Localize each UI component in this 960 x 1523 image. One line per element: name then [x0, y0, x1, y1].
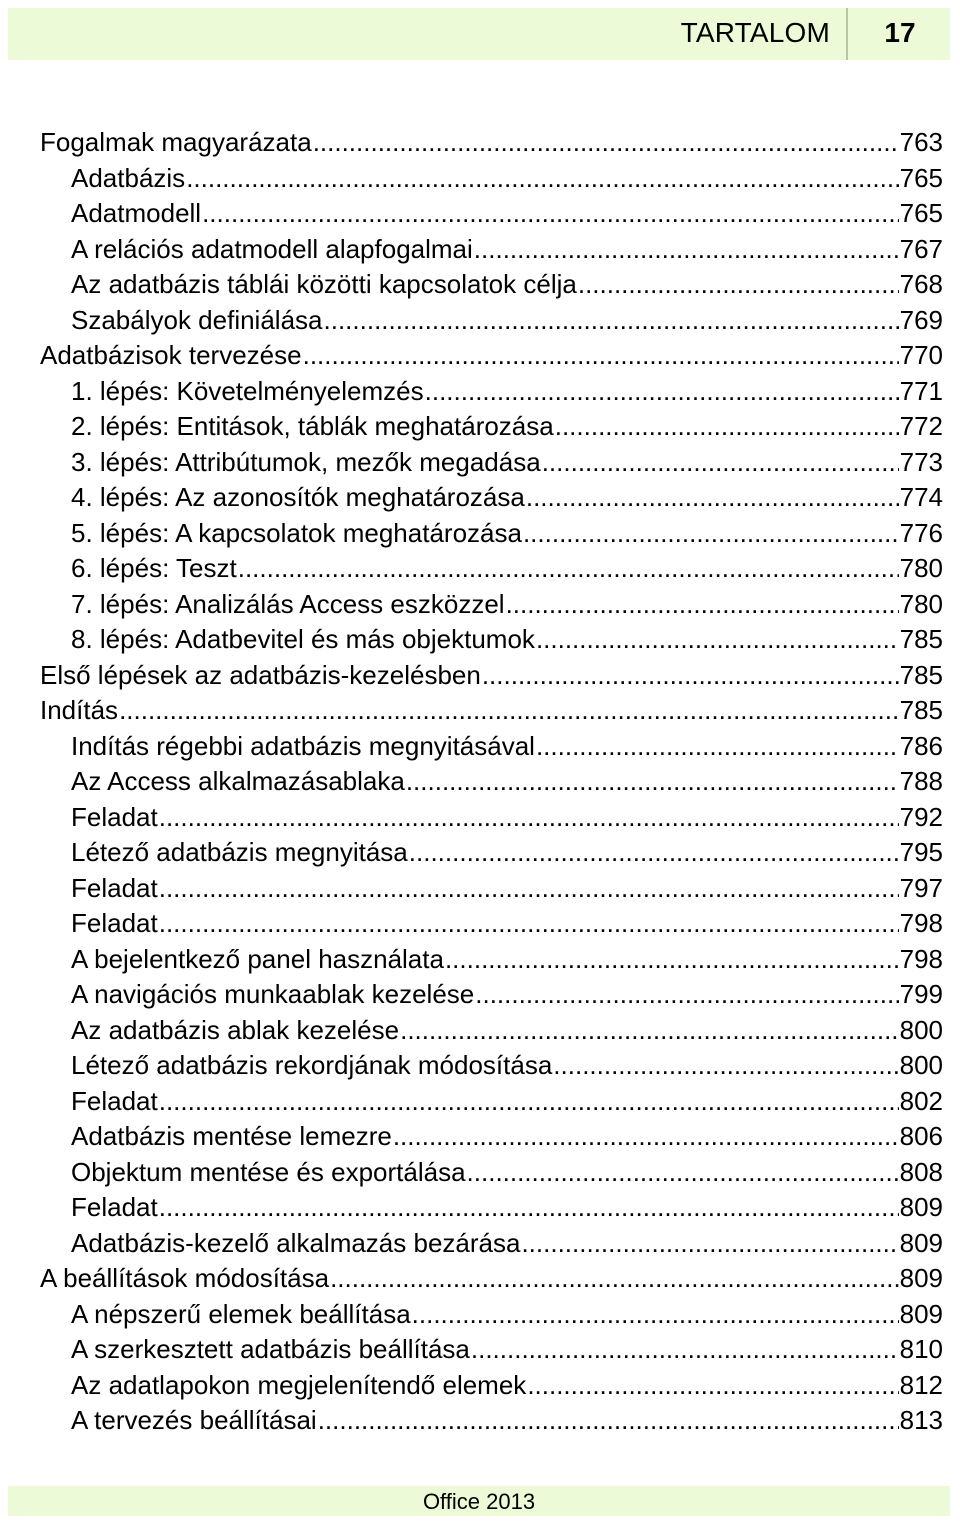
toc-dot-leader: [553, 1048, 898, 1084]
toc-dot-leader: [409, 835, 899, 871]
toc-entry-title: Adatmodell: [71, 198, 202, 228]
toc-entry[interactable]: [40, 906, 943, 942]
toc-entry[interactable]: [40, 1226, 943, 1262]
toc-entry-title: Az adatbázis ablak kezelése: [71, 1014, 400, 1045]
toc-entry-title: A beállítások módosítása: [40, 1263, 330, 1293]
toc-entry-page: 785: [899, 695, 943, 725]
toc-entry[interactable]: [40, 1155, 943, 1191]
toc-entry-title: Objektum mentése és exportálása: [71, 1156, 466, 1187]
toc-entry[interactable]: [40, 374, 943, 410]
toc-entry-page: 809: [899, 1192, 943, 1222]
toc-entry[interactable]: [40, 1119, 943, 1155]
toc-entry-title: Feladat: [71, 1085, 158, 1116]
toc-entry-title: Feladat: [71, 908, 158, 938]
toc-entry-title: 6. lépés: Teszt: [71, 553, 237, 583]
toc-entry-title: Létező adatbázis megnyitása: [71, 837, 408, 867]
toc-dot-leader: [159, 800, 899, 836]
toc-entry-page: 765: [899, 198, 943, 228]
toc-dot-leader: [523, 516, 899, 552]
toc-entry[interactable]: [40, 516, 943, 552]
toc-dot-leader: [318, 1403, 899, 1439]
toc-entry[interactable]: [40, 1332, 943, 1368]
toc-entry-title: Adatbázis-kezelő alkalmazás bezárása: [71, 1227, 521, 1258]
toc-entry-title: Fogalmak magyarázata: [40, 127, 312, 157]
toc-entry-title: A relációs adatmodell alapfogalmai: [71, 233, 473, 264]
toc-entry-page: 776: [899, 517, 943, 548]
toc-entry-page: 810: [899, 1334, 943, 1364]
toc-entry[interactable]: [40, 1368, 943, 1404]
toc-entry-title: A szerkesztett adatbázis beállítása: [71, 1334, 470, 1364]
toc-entry-title: Adatbázisok tervezése: [40, 340, 302, 370]
toc-entry-title: Adatbázis mentése lemezre: [71, 1121, 392, 1151]
toc-entry-page: 798: [899, 943, 943, 974]
toc-entry-title: A tervezés beállításai: [71, 1405, 317, 1435]
toc-entry-page: 812: [899, 1369, 943, 1400]
toc-entry-title: A népszerű elemek beállítása: [71, 1298, 411, 1329]
toc-entry[interactable]: [40, 232, 943, 268]
toc-entry-page: 809: [899, 1227, 943, 1258]
toc-entry-page: 788: [899, 766, 943, 796]
toc-dot-leader: [506, 587, 899, 623]
toc-entry-page: 780: [899, 553, 943, 583]
toc-entry-title: A bejelentkező panel használata: [71, 943, 444, 974]
toc-entry[interactable]: [40, 551, 943, 587]
toc-entry-title: 1. lépés: Követelményelemzés: [71, 375, 424, 406]
toc-entry[interactable]: [40, 764, 943, 800]
toc-entry-title: Feladat: [71, 1192, 158, 1222]
toc-dot-leader: [324, 303, 899, 339]
toc-entry-page: 770: [899, 340, 943, 370]
toc-entry-page: 765: [899, 162, 943, 193]
toc-entry-page: 785: [899, 624, 943, 654]
toc-entry[interactable]: [40, 622, 943, 658]
toc-entry[interactable]: [40, 977, 943, 1013]
toc-entry-page: 802: [899, 1085, 943, 1116]
toc-entry-page: 774: [899, 482, 943, 512]
toc-entry[interactable]: [40, 942, 943, 978]
toc-dot-leader: [400, 1013, 899, 1049]
toc-entry[interactable]: [40, 1403, 943, 1439]
toc-dot-leader: [119, 693, 899, 729]
toc-entry-page: 773: [899, 446, 943, 477]
toc-entry[interactable]: [40, 1048, 943, 1084]
toc-dot-leader: [521, 1226, 898, 1262]
toc-entry[interactable]: [40, 693, 943, 729]
toc-entry[interactable]: [40, 303, 943, 339]
toc-entry-title: Feladat: [71, 801, 158, 832]
toc-entry[interactable]: [40, 835, 943, 871]
toc-entry-page: 785: [899, 659, 943, 690]
toc-dot-leader: [393, 1119, 899, 1155]
toc-entry[interactable]: [40, 125, 943, 161]
toc-dot-leader: [412, 1297, 899, 1333]
header-title: TARTALOM: [680, 17, 830, 48]
toc-entry[interactable]: [40, 658, 943, 694]
toc-entry[interactable]: [40, 480, 943, 516]
toc-entry-title: Indítás régebbi adatbázis megnyitásával: [71, 730, 535, 761]
toc-dot-leader: [445, 942, 899, 978]
toc-dot-leader: [159, 871, 899, 907]
toc-entry-title: 5. lépés: A kapcsolatok meghatározása: [71, 517, 522, 548]
toc-entry[interactable]: [40, 1013, 943, 1049]
toc-entry-title: Adatbázis: [71, 162, 186, 193]
header-divider: [846, 8, 848, 60]
toc-dot-leader: [303, 338, 899, 374]
toc-entry[interactable]: [40, 1297, 943, 1333]
toc-entry-title: Az adatbázis táblái közötti kapcsolatok célja: [71, 269, 577, 299]
toc-entry-page: 809: [899, 1263, 943, 1293]
toc-entry-page: 772: [899, 411, 943, 441]
toc-entry[interactable]: [40, 729, 943, 765]
toc-entry-title: 4. lépés: Az azonosítók meghatározása: [71, 482, 525, 512]
toc-entry-title: 2. lépés: Entitások, táblák meghatározása: [71, 411, 554, 441]
header-page-number: 17: [884, 17, 916, 48]
toc-dot-leader: [542, 445, 899, 481]
toc-entry-page: 799: [899, 979, 943, 1009]
toc-dot-leader: [578, 267, 899, 303]
toc-entry-page: 797: [899, 872, 943, 903]
toc-entry-page: 809: [899, 1298, 943, 1329]
toc-entry[interactable]: [40, 587, 943, 623]
toc-entry[interactable]: [40, 161, 943, 197]
toc-entry[interactable]: [40, 1084, 943, 1120]
footer-label: Office 2013: [422, 1489, 536, 1514]
toc-dot-leader: [159, 1084, 899, 1120]
toc-entry-page: 763: [899, 127, 943, 157]
toc-dot-leader: [202, 196, 899, 232]
toc-dot-leader: [313, 125, 899, 161]
toc-entry-page: 806: [899, 1121, 943, 1151]
toc-entry-title: A navigációs munkaablak kezelése: [71, 979, 475, 1009]
toc-entry-page: 792: [899, 801, 943, 832]
toc-entry-page: 771: [899, 375, 943, 406]
toc-entry-title: 7. lépés: Analizálás Access eszközzel: [71, 588, 505, 619]
toc-entry-page: 795: [899, 837, 943, 867]
toc-dot-leader: [238, 551, 899, 587]
toc-entry-title: Szabályok definiálása: [71, 304, 323, 335]
toc-entry[interactable]: [40, 267, 943, 303]
toc-entry-page: 813: [899, 1405, 943, 1435]
toc-entry[interactable]: [40, 800, 943, 836]
toc-entry-page: 800: [899, 1050, 943, 1080]
toc-entry-page: 780: [899, 588, 943, 619]
toc-entry[interactable]: [40, 338, 943, 374]
toc-dot-leader: [527, 1368, 898, 1404]
toc-dot-leader: [474, 232, 899, 268]
toc-entry-page: 808: [899, 1156, 943, 1187]
toc-dot-leader: [159, 906, 899, 942]
toc-dot-leader: [186, 161, 898, 197]
toc-entry-title: 8. lépés: Adatbevitel és más objektumok: [71, 624, 535, 654]
toc-entry-page: 786: [899, 730, 943, 761]
toc-dot-leader: [555, 409, 899, 445]
toc-entry[interactable]: [40, 196, 943, 232]
toc-entry[interactable]: [40, 1190, 943, 1226]
toc-entry-title: Indítás: [40, 695, 119, 725]
toc-entry-title: 3. lépés: Attribútumok, mezők megadása: [71, 446, 541, 477]
toc-dot-leader: [467, 1155, 899, 1191]
toc-dot-leader: [159, 1190, 899, 1226]
toc-dot-leader: [425, 374, 899, 410]
toc-dot-leader: [406, 764, 899, 800]
table-of-contents: [40, 125, 943, 1439]
toc-entry-title: Első lépések az adatbázis-kezelésben: [40, 659, 481, 690]
toc-entry[interactable]: [40, 1261, 943, 1297]
toc-dot-leader: [471, 1332, 899, 1368]
toc-dot-leader: [536, 729, 899, 765]
toc-entry-title: Az Access alkalmazásablaka: [71, 766, 405, 796]
toc-entry[interactable]: [40, 445, 943, 481]
page-footer: [8, 1486, 950, 1516]
toc-dot-leader: [536, 622, 899, 658]
toc-dot-leader: [526, 480, 899, 516]
toc-entry-title: Feladat: [71, 872, 158, 903]
toc-entry-page: 767: [899, 233, 943, 264]
toc-entry-page: 800: [899, 1014, 943, 1045]
toc-entry[interactable]: [40, 409, 943, 445]
toc-entry-page: 768: [899, 269, 943, 299]
page-header: [8, 8, 950, 60]
toc-entry-title: Létező adatbázis rekordjának módosítása: [71, 1050, 553, 1080]
toc-entry-page: 798: [899, 908, 943, 938]
toc-dot-leader: [475, 977, 898, 1013]
toc-entry-title: Az adatlapokon megjelenítendő elemek: [71, 1369, 527, 1400]
toc-entry[interactable]: [40, 871, 943, 907]
toc-dot-leader: [482, 658, 899, 694]
toc-entry-page: 769: [899, 304, 943, 335]
toc-dot-leader: [330, 1261, 899, 1297]
